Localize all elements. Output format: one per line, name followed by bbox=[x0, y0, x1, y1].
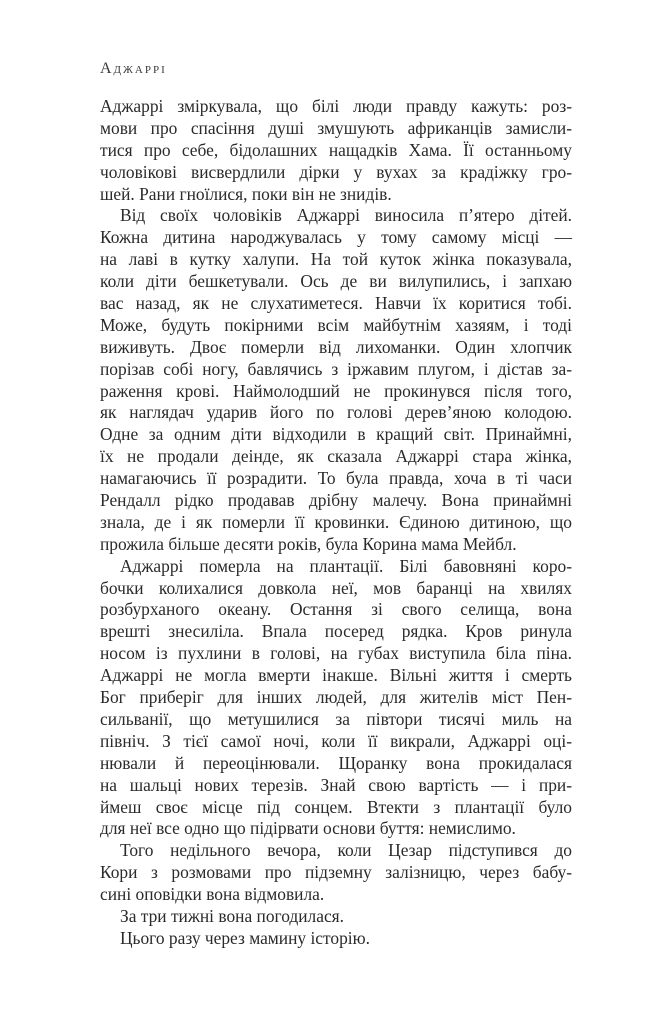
text-line: раження крові. Наймолодший не прокинувся після того, bbox=[100, 380, 572, 401]
text-line: Бог приберіг для інших людей, для жителів міст Пен- bbox=[100, 687, 572, 708]
text-line: Може, будуть покірними всім майбутнім хазяям, і тоді bbox=[100, 314, 572, 335]
text-line: північ. З тієї самої ночі, коли її викрали, Аджаррі оці- bbox=[100, 730, 572, 751]
text-line: як наглядач ударив його по голові дерев’яною колодою. bbox=[100, 402, 572, 423]
text-line: нювали й переоцінювали. Щоранку вона прокидалася bbox=[100, 752, 572, 773]
text-line: Рендалл рідко продавав дрібну малечу. Вона принаймні bbox=[100, 490, 572, 511]
text-line: Одне за одним діти відходили в кращий світ. Принаймні, bbox=[100, 424, 572, 445]
text-line: носом із пухлини в голові, на губах виступила біла піна. bbox=[100, 643, 572, 664]
text-line: Аджаррі зміркувала, що білі люди правду кажуть: роз- bbox=[100, 96, 572, 116]
text-line: коли діти бешкетували. Ось де ви вилупились, і запхаю bbox=[100, 271, 572, 292]
text-line: Кожна дитина народжувалась у тому самому місці — bbox=[100, 227, 572, 248]
running-head: Аджаррі bbox=[100, 60, 167, 77]
text-line: порізав собі ногу, бавлячись з іржавим плугом, і дістав за- bbox=[100, 358, 572, 379]
text-line: тися про себе, бідолашних нащадків Хама. Її останньому bbox=[100, 139, 572, 160]
text-line: За три тижні вона погодилася. bbox=[120, 905, 345, 926]
text-line: чоловікові висвердлили дірки у вухах за крадіжку гро- bbox=[100, 161, 572, 182]
text-line: шей. Рани гноїлися, поки він не знидів. bbox=[100, 183, 392, 204]
text-line: на шальці нових терезів. Знай свою вартість — і при- bbox=[100, 774, 572, 795]
text-line: Того недільного вечора, коли Цезар підступився до bbox=[120, 840, 572, 861]
text-line: ймеш своє місце під сонцем. Втекти з плантації було bbox=[100, 796, 572, 817]
text-line: намагаючись її розрадити. То була правда, хоча в ті часи bbox=[100, 468, 572, 489]
text-line: сині оповідки вона відмовила. bbox=[100, 884, 325, 905]
body-text bbox=[100, 96, 572, 950]
text-line: Аджаррі не могла вмерти інакше. Вільні життя і смерть bbox=[100, 665, 572, 686]
text-line: сильванії, що метушилися за півтори тисячі миль на bbox=[100, 708, 572, 729]
text-line: вас назад, як не слухатиметеся. Навчи їх коритися тобі. bbox=[100, 293, 572, 314]
text-line: бочки колихалися довкола неї, мов баранці на хвилях bbox=[100, 577, 572, 598]
text-line: Кори з розмовами про підземну залізницю, через бабу- bbox=[100, 862, 572, 883]
text-line: виживуть. Двоє померли від лихоманки. Один хлопчик bbox=[100, 336, 572, 357]
text-line: Аджаррі померла на плантації. Білі бавовняні коро- bbox=[120, 555, 572, 576]
text-line: мови про спасіння душі змушують африканців замисли- bbox=[100, 117, 572, 138]
text-line: на лаві в кутку халупи. На той куток жінка показувала, bbox=[100, 249, 572, 270]
text-line: знала, де і як померли її кровинки. Єдиною дитиною, що bbox=[100, 511, 572, 532]
text-line: врешті знесиліла. Впала посеред рядка. Кров ринула bbox=[100, 621, 572, 642]
text-line: прожила більше десяти років, була Корина мама Мейбл. bbox=[100, 533, 517, 554]
text-line: Цього разу через мамину історію. bbox=[120, 927, 370, 948]
text-line: розбурханого океану. Остання зі свого селища, вона bbox=[100, 599, 572, 620]
text-line: Від своїх чоловіків Аджаррі виносила п’ятеро дітей. bbox=[120, 205, 572, 226]
text-line: їх не продали деінде, як сказала Аджаррі стара жінка, bbox=[100, 446, 572, 467]
text-line: для неї все одно що підірвати основи буття: немислимо. bbox=[100, 818, 516, 839]
